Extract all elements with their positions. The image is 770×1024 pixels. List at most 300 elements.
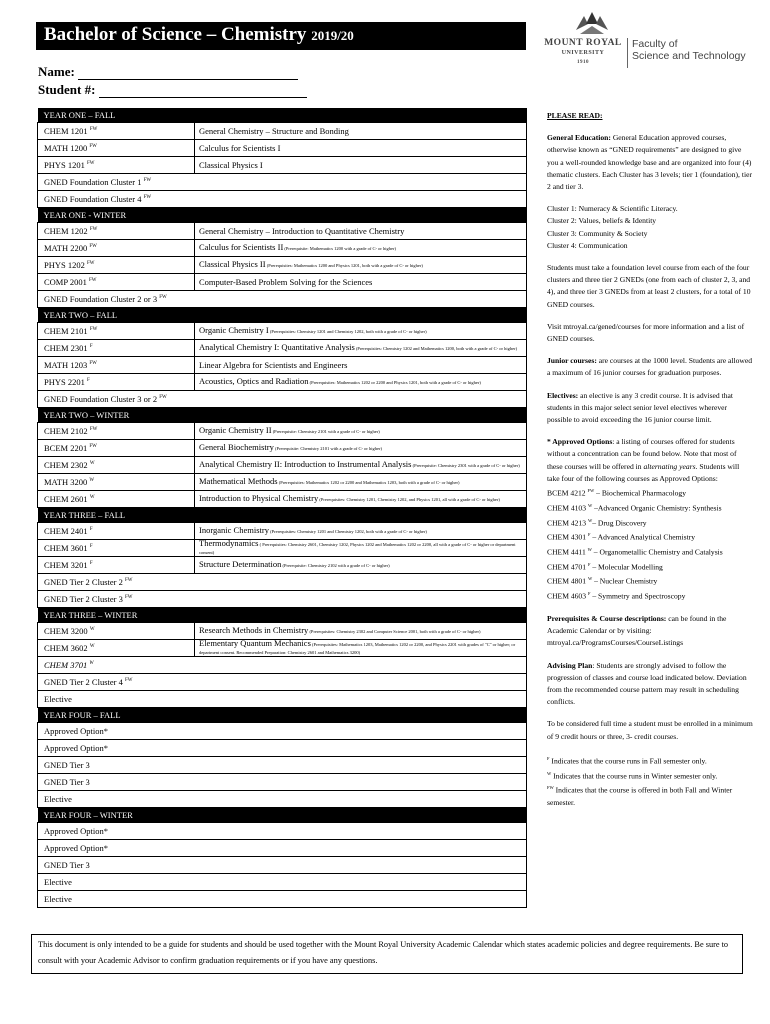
course-code: CHEM 2301 [44,343,88,353]
course-code-cell [38,357,195,374]
course-code-cell [38,340,195,357]
course-code: CHEM 2401 [44,526,88,536]
semester-tag: FW [143,178,152,184]
name-field[interactable] [38,64,298,80]
option-code: CHEM 4801 [547,577,587,587]
course-code-cell [38,691,527,708]
semester-tag: F [89,544,93,550]
approved-label: * Approved Options [547,437,613,447]
course-row [38,257,527,274]
gen-ed-label: General Education: [547,133,611,143]
course-row [38,791,527,808]
course-code: MATH 1200 [44,143,88,153]
course-row [38,574,527,591]
course-row [38,623,527,640]
course-code: GNED Tier 3 [44,860,90,870]
cluster-item: Cluster 3: Community & Society [547,228,648,238]
course-title: Analytical Chemistry II: Introduction to Instrumental Analysis [199,459,412,469]
section-header [38,708,527,723]
legend-text: Indicates that the course runs in Winter semester only. [551,771,718,781]
semester-tag: FW [89,144,97,150]
course-row [38,691,527,708]
course-row [38,357,527,374]
course-code-cell [38,674,527,691]
course-title: General Chemistry – Introduction to Quantitative Chemistry [199,225,405,236]
option-code: CHEM 4103 [547,503,587,513]
course-title-cell [195,623,527,640]
course-code: PHYS 2201 [44,377,85,387]
course-title-cell [195,157,527,174]
course-code-cell [38,557,195,574]
course-code-cell [38,540,195,557]
course-title-cell [195,240,527,257]
approved-paragraph [547,436,753,485]
semester-tag: FW [159,395,167,401]
course-code-cell [38,491,195,508]
course-code: Approved Option* [44,743,108,753]
course-code: CHEM 2302 [44,460,88,470]
semester-tag: F [89,561,93,567]
course-title-cell [195,440,527,457]
approved-option-item [547,485,753,500]
course-code: MATH 2200 [44,243,88,253]
course-row [38,557,527,574]
course-row [38,723,527,740]
mountain-logo-icon [572,10,612,36]
cluster-list [547,203,753,252]
course-code-cell [38,123,195,140]
electives-paragraph [547,390,753,427]
fulltime-paragraph: To be considered full time a student must be enrolled in a minimum of 9 credit hours or three, 3- credit courses. [547,719,753,741]
semester-tag: W [89,661,94,667]
course-code: Elective [44,794,72,804]
section-header [38,308,527,323]
name-label: Name: [38,64,75,79]
legend-text: Indicates that the course runs in Fall semester only. [549,756,707,766]
course-title-cell [195,423,527,440]
legend-text: Indicates that the course is offered in both Fall and Winter semester. [547,785,733,807]
course-row [38,857,527,874]
course-code: COMP 2001 [44,277,87,287]
approved-text-2: . Students will take four of the following courses as Approved Options: [547,461,740,483]
section-title: YEAR ONE – FALL [38,108,527,123]
approved-options-list [547,485,753,603]
course-prerequisite: (Prerequisites: Chemistry 1201, Chemistry 1202, and Physics 1201, all with a grade of C- or higher) [318,497,500,502]
course-title: General Chemistry – Structure and Bonding [199,125,349,136]
student-number-line[interactable] [99,85,307,98]
course-code: Approved Option* [44,843,108,853]
logo-line-3: 1910 [577,60,589,65]
course-title: Classical Physics II [199,259,266,269]
section-title: YEAR ONE - WINTER [38,208,527,223]
legend-item [547,753,753,768]
course-code: PHYS 1201 [44,160,85,170]
course-code: CHEM 2601 [44,494,88,504]
approved-option-item [547,588,753,603]
cluster-item: Cluster 1: Numeracy & Scientific Literacy. [547,204,678,214]
course-prerequisite: (Prerequisite: Chemistry 2101 with a grade of C- or higher) [273,446,383,451]
course-title: Elementary Quantum Mechanics [199,638,311,648]
course-code-cell [38,591,527,608]
semester-tag: F [86,378,90,384]
course-code-cell [38,657,527,674]
course-code-cell [38,223,195,240]
course-code-cell [38,623,195,640]
logo-wordmark [538,38,628,68]
foundation-paragraph: Students must take a foundation level course from each of the four clusters and three tier 2 GNEDs (one from each of cluster 2, 3, and 4), and three tier 3 GNEDs from at least 2 clusters, for a total of 10 GNED courses. [547,263,751,309]
course-code: Approved Option* [44,826,108,836]
course-title: Linear Algebra for Scientists and Engineers [199,359,348,370]
course-code: CHEM 2101 [44,326,88,336]
semester-tag: F [89,527,93,533]
approved-option-item [547,500,753,515]
page-title [44,24,354,46]
semester-tag: W [89,495,95,501]
course-code: MATH 3200 [44,477,88,487]
course-code: PHYS 1202 [44,260,85,270]
course-code-cell [38,191,527,208]
course-code-cell [38,291,527,308]
option-code: CHEM 4701 [547,562,587,572]
course-row [38,457,527,474]
option-semester-tag: W [587,547,592,553]
prereq-text: can be found in the Academic Calendar or by visiting: mtroyal.ca/ProgramsCourses/CourseListings [547,613,727,648]
section-title: YEAR THREE – WINTER [38,608,527,623]
junior-paragraph [547,355,753,379]
course-row [38,157,527,174]
semester-tag: FW [89,327,98,333]
electives-label: Electives: [547,390,579,400]
please-read-heading: PLEASE READ: [547,111,603,120]
course-code: CHEM 3701 [44,660,88,670]
approved-text: : a listing of courses offered for students without a concentration can be found below. Note that most of these courses will be offered in [547,437,737,471]
section-header [38,808,527,823]
course-code: Elective [44,894,72,904]
course-code-cell [38,857,527,874]
course-code: CHEM 3200 [44,626,88,636]
course-code: GNED Foundation Cluster 3 or 2 [44,394,158,404]
course-code: GNED Tier 2 Cluster 2 [44,577,123,587]
student-number-label: Student #: [38,82,96,97]
course-code-cell [38,523,195,540]
course-title-cell [195,223,527,240]
course-title: Computer-Based Problem Solving for the Sciences [199,276,373,287]
approved-option-item [547,529,753,544]
approved-option-item [547,544,753,559]
title-bar [36,22,526,50]
course-title: Structure Determination [199,559,282,569]
course-title: Organic Chemistry I [199,325,269,335]
semester-tag: FW [125,578,133,584]
course-prerequisite: (Prerequisite: Mathematics 1200 with a grade of C- or higher) [283,246,396,251]
course-prerequisite: (Prerequisites: Chemistry 2302 and Computer Science 2001, both with a grade of C- or higher) [308,629,481,634]
course-title: Research Methods in Chemistry [199,625,309,635]
course-code: BCEM 2201 [44,443,88,453]
semester-tag: FW [89,427,98,433]
prereq-label: Prerequisites & Course descriptions: [547,613,667,623]
course-row [38,840,527,857]
course-code-cell [38,391,527,408]
option-semester-tag: FW [587,488,595,494]
title-year: 2019/20 [311,28,354,43]
course-prerequisite: (Prerequisites: Chemistry 1202 and Mathematics 1200, both with a grade of C- or higher) [354,346,518,351]
semester-tag: W [89,478,95,484]
option-code: BCEM 4212 [547,488,586,498]
approved-option-item [547,573,753,588]
logo-divider [627,38,628,68]
semester-tag: FW [86,161,95,167]
course-code: GNED Tier 2 Cluster 3 [44,594,123,604]
course-code-cell [38,457,195,474]
title-text: Bachelor of Science – Chemistry [44,24,307,45]
advising-label: Advising Plan [547,660,593,670]
semester-tag: FW [89,227,98,233]
course-row [38,757,527,774]
course-title-cell [195,257,527,274]
legend-item [547,782,753,809]
option-semester-tag: W [587,502,593,508]
course-row [38,891,527,908]
course-code-cell [38,474,195,491]
info-column [547,110,753,809]
option-name: – Molecular Modelling [590,562,663,572]
course-code-cell [38,174,527,191]
semester-tag: FW [89,127,98,133]
course-prerequisite: (Prerequisite: Chemistry 2301 with a grade of C- or higher) [411,463,520,468]
course-title-cell [195,340,527,357]
semester-tag: FW [159,295,167,301]
course-code-cell [38,257,195,274]
course-row [38,674,527,691]
course-code-cell [38,840,527,857]
course-row [38,657,527,674]
option-code: CHEM 4603 [547,591,587,601]
course-title: Calculus for Scientists I [199,142,281,153]
option-name: – Organometallic Chemistry and Catalysis [591,547,723,557]
semester-tag: FW [89,278,97,284]
legend-tag: FW [547,785,554,791]
semester-tag: FW [125,595,133,601]
section-title: YEAR TWO – FALL [38,308,527,323]
course-row [38,140,527,157]
course-row [38,640,527,657]
course-title: Calculus for Scientists II [199,242,284,252]
course-row [38,291,527,308]
section-title: YEAR FOUR – WINTER [38,808,527,823]
course-code-cell [38,891,527,908]
gen-ed-paragraph [547,132,753,193]
course-row [38,740,527,757]
option-code: CHEM 4213 [547,518,587,528]
electives-text: an elective is any 3 credit course. It is advised that students in this major select senior level electives wherever possible to avoid exceeding the 16 junior course limit. [547,390,733,425]
course-prerequisite: (Prerequisite: Chemistry 2102 with a grade of C- or higher) [281,563,390,568]
course-title-cell [195,540,527,557]
section-title: YEAR TWO – WINTER [38,408,527,423]
course-code-cell [38,723,527,740]
course-row [38,591,527,608]
prereq-paragraph [547,613,753,650]
advising-text: : Students are strongly advised to follow the progression of classes and course load indicated below. Deviation from the recommended course pattern may result in scheduling conflicts. [547,660,747,707]
course-code-cell [38,374,195,391]
section-header [38,608,527,623]
course-code-cell [38,740,527,757]
semester-tag: W [89,627,95,633]
section-header [38,208,527,223]
course-title: Mathematical Methods [199,476,278,486]
course-row [38,491,527,508]
course-prerequisite: (Prerequisite: Chemistry 2101 with a grade of C- or higher) [271,429,380,434]
course-code: CHEM 1201 [44,126,88,136]
course-code: Approved Option* [44,726,108,736]
course-code-cell [38,323,195,340]
course-prerequisite: ( Prerequisites: Chemistry 2601, Chemistry 1202, Physics 1202 and Mathematics 1202 or 2200, all with a grade of C- or higher or department consent) [199,542,516,555]
section-header [38,408,527,423]
course-schedule-table [37,108,527,908]
course-code-cell [38,774,527,791]
junior-label: Junior courses: [547,356,597,366]
disclaimer-footer: This document is only intended to be a guide for students and should be used together with the Mount Royal University Academic Calendar which states academic policies and degree requirements. Be sure to consult with your Academic Advisor to confirm graduation requirements or if you have any questions. [31,934,743,974]
option-code: CHEM 4411 [547,547,586,557]
course-row [38,274,527,291]
semester-tag: FW [89,244,97,250]
course-title: Inorganic Chemistry [199,525,269,535]
approved-option-item [547,559,753,574]
option-semester-tag: W [587,576,593,582]
course-row [38,174,527,191]
course-row [38,391,527,408]
faculty-name [632,38,746,62]
course-code-cell [38,823,527,840]
visit-paragraph: Visit mtroyal.ca/gened/courses for more information and a list of GNED courses. [547,321,745,344]
legend-item [547,768,753,783]
option-semester-tag: F [587,532,591,538]
approved-italic: alternating years [643,461,696,471]
course-row [38,374,527,391]
course-row [38,523,527,540]
course-title: General Biochemistry [199,442,274,452]
course-code-cell [38,757,527,774]
option-name: – Nuclear Chemistry [592,577,658,587]
course-code: Elective [44,694,72,704]
option-code: CHEM 4301 [547,532,587,542]
section-title: YEAR THREE – FALL [38,508,527,523]
course-title-cell [195,274,527,291]
course-code: CHEM 3601 [44,543,88,553]
course-code: GNED Tier 2 Cluster 4 [44,677,123,687]
course-code: MATH 1203 [44,360,88,370]
advising-paragraph [547,660,753,709]
logo-line-1: MOUNT ROYAL [544,38,622,48]
legend-tag: W [547,770,552,776]
course-prerequisite: (Prerequisites: Chemistry 1201 and Chemistry 1202, both with a grade of C- or higher) [268,529,427,534]
option-name: – Biochemical Pharmacology [594,488,686,498]
course-row [38,774,527,791]
course-title: Classical Physics I [199,159,263,170]
approved-option-item [547,515,753,530]
section-header [38,508,527,523]
junior-text: are courses at the 1000 level. Students are allowed a maximum of 16 junior courses for graduation purposes. [547,356,753,378]
option-name: –Advanced Organic Chemistry: Synthesis [592,503,722,513]
course-title: Analytical Chemistry I: Quantitative Analysis [199,342,355,352]
section-title: YEAR FOUR – FALL [38,708,527,723]
semester-tag: FW [89,361,97,367]
course-code-cell [38,791,527,808]
course-title: Acoustics, Optics and Radiation [199,376,309,386]
course-row [38,823,527,840]
course-row [38,423,527,440]
course-row [38,474,527,491]
course-prerequisite: (Prerequisites: Chemistry 1201 and Chemistry 1202, both with a grade of C- or higher) [268,329,427,334]
course-code-cell [38,440,195,457]
course-code: GNED Foundation Cluster 4 [44,194,142,204]
name-line[interactable] [78,67,298,80]
course-code: GNED Tier 3 [44,760,90,770]
course-code-cell [38,140,195,157]
option-semester-tag: F [587,561,591,567]
semester-tag: FW [89,444,97,450]
legend-tag: F [547,755,550,761]
course-code: CHEM 1202 [44,226,88,236]
cluster-item: Cluster 4: Communication [547,240,628,250]
course-title-cell [195,140,527,157]
course-title-cell [195,374,527,391]
course-title-cell [195,474,527,491]
faculty-line-1: Faculty of [632,38,678,50]
course-row [38,123,527,140]
course-title: Introduction to Physical Chemistry [199,493,319,503]
course-title-cell [195,640,527,657]
course-row [38,223,527,240]
course-code-cell [38,874,527,891]
cluster-item: Cluster 2: Values, beliefs & Identity [547,216,657,226]
course-title-cell [195,523,527,540]
logo-line-2: UNIVERSITY [561,50,605,56]
course-row [38,440,527,457]
course-code-cell [38,240,195,257]
course-row [38,874,527,891]
option-name: – Advanced Analytical Chemistry [590,532,696,542]
legend-list [547,753,753,809]
course-code: CHEM 3201 [44,560,88,570]
semester-tag: FW [86,261,95,267]
course-row [38,191,527,208]
course-code-cell [38,640,195,657]
gen-ed-text: General Education approved courses, otherwise known as “GNED requirements” are designed to give you a well-rounded knowledge base and are organized into four (4) thematic clusters. Each Cluster has 3 levels; tier 1 (foundation), tier 2 and tier 3. [547,133,752,192]
course-code-cell [38,574,527,591]
course-title: Organic Chemistry II [199,425,272,435]
course-code-cell [38,157,195,174]
course-title-cell [195,357,527,374]
course-title-cell [195,323,527,340]
option-semester-tag: W [587,517,593,523]
course-title: Thermodynamics [199,538,259,548]
course-row [38,540,527,557]
course-code: GNED Tier 3 [44,777,90,787]
student-number-field[interactable] [38,82,307,98]
course-prerequisite: (Prerequisites: Mathematics 1202 or 2200 and Physics 1201, both with a grade of C- or higher) [308,380,481,385]
course-title-cell [195,457,527,474]
semester-tag: F [89,344,93,350]
course-title-cell [195,491,527,508]
course-code: GNED Foundation Cluster 2 or 3 [44,294,158,304]
course-code: CHEM 3602 [44,643,88,653]
section-header [38,108,527,123]
course-prerequisite: (Prerequisites: Mathematics 1203, Mathematics 1202 or 2200, and Physics 2201 with grades of "C" or higher; or department consent. Recommended Preparation: Chemistry 2601 and Mathematics 3200) [199,642,516,655]
semester-tag: FW [143,195,152,201]
semester-tag: FW [125,678,133,684]
course-row [38,240,527,257]
course-code-cell [38,274,195,291]
